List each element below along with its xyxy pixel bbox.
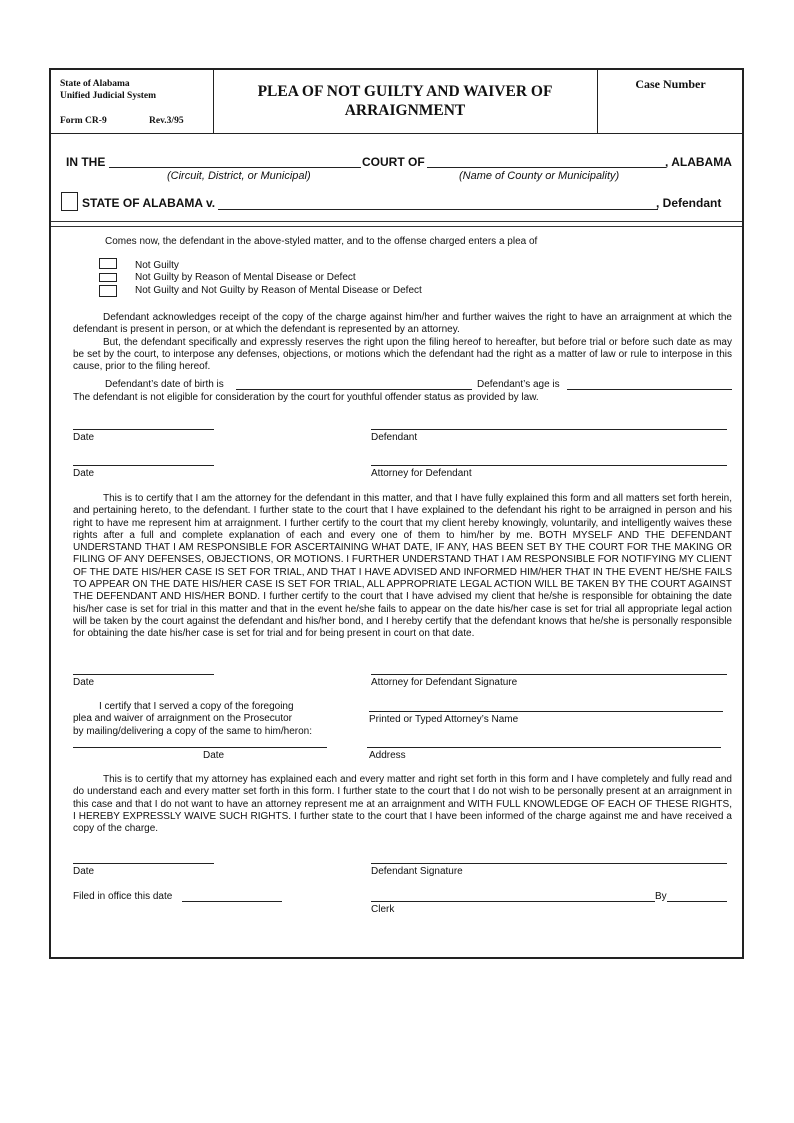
case-number-box[interactable] [597,70,743,133]
attorney-line[interactable] [371,465,727,466]
date-line[interactable] [73,863,214,864]
in-the-label: IN THE [66,155,106,169]
defendant-signature-line[interactable] [371,429,727,430]
attorney-certification [73,493,732,641]
form-header [51,70,742,134]
age-field[interactable] [567,389,732,390]
date-line[interactable] [73,674,214,675]
attorney-label: Attorney for Defendant [371,468,472,479]
defendant-label: Defendant [371,432,418,443]
service-line-1: I certify that I served a copy of the foregoing [99,701,294,712]
attorney-signature-label: Attorney for Defendant Signature [371,677,518,688]
form-title-line-1: PLEA OF NOT GUILTY AND WAIVER OF [257,83,553,100]
case-number-label: Case Number [635,77,706,91]
plea-option: Not Guilty and Not Guilty by Reason of Mental Disease or Defect [135,285,422,296]
agency-line-1: State of Alabama [60,79,130,89]
court-of-label: COURT OF [362,155,425,169]
clerk-signature-line[interactable] [371,901,655,902]
agency-line-2: Unified Judicial System [60,91,157,101]
printed-name-line[interactable] [369,711,723,712]
divider [51,221,742,222]
date-line[interactable] [73,465,214,466]
clerk-label: Clerk [371,904,395,915]
plea-both-checkbox[interactable] [99,285,117,297]
dob-label: Defendant’s date of birth is [105,379,224,390]
divider [51,226,742,227]
court-type-field[interactable] [109,167,361,168]
date-label: Date [73,432,95,443]
plea-option: Not Guilty by Reason of Mental Disease or Defect [135,272,356,283]
service-line-2: plea and waiver of arraignment on the Prosecutor [73,713,293,724]
defendant-certification-text: This is to certify that my attorney has explained each and every matter and right set forth in this form and I have completely and fully read and do understand each and every matter set forth in this form. I further state to the court that I do not wish to be personally present at an arraignment in this case and that I do not want to have an attorney represent me at an arraignment and WITH FULL KNOWLEDGE OF EACH OF THESE RIGHTS, I HEREBY EXPRESSLY WAIVE SUCH RIGHTS. I further state to the court that I have been informed of the charge against me and have received a copy of the charge. [73,774,732,835]
defendant-name-field[interactable] [218,209,658,210]
address-label: Address [369,750,406,761]
address-line[interactable] [367,747,721,748]
date-label: Date [73,677,95,688]
service-line-3: by mailing/delivering a copy of the same to him/heron: [73,726,313,737]
filed-date-field[interactable] [182,901,282,902]
date-line[interactable] [73,429,214,430]
printed-name-label: Printed or Typed Attorney’s Name [369,714,519,725]
attorney-certification-text: This is to certify that I am the attorney for the defendant in this matter, and that I have fully explained this form and all matters set forth herein, and pertaining hereto, to the defendant. I further state to the court that I have explained to the defendant his right to be arraigned in person and his right to have me represent him at arraignment. I further certify to the court that my client hereby knowingly, voluntarily, and intelligently waives these rights after a full and complete explanation of each and every one of them to him/her by me. BOTH MYSELF AND THE DEFENDANT UNDERSTAND THAT I AM RESPONSIBLE FOR ASCERTAINING WHAT DATE, IF ANY, HAS BEEN SET BY THE COURT FOR THE MAKING OR FILING OF ANY DEFENSES, OBJECTIONS, OR MOTIONS. I FURTHER UNDERSTAND THAT I AM RESPONSIBLE FOR NOTIFYING MY CLIENT OF THE DATE HIS/HER CASE IS SET FOR TRIAL, AND THAT I HAVE ADVISED AND INFORMED HIM/HER THAT IN THE EVENT HE/SHE FAILS TO APPEAR ON THE DATE HIS/HER CASE IS SET FOR TRIAL, ALL APPROPRIATE LEGAL ACTION WILL BE TAKEN BY THE COURT AGAINST THE DEFENDANT AND HIS/HER BOND. I further certify to the court that I have advised my client that he/she is responsible for obtaining the date his/her case is set for trial in this matter and that in the event he/she fails to appear on the date his/her case is set for trial all appropriate legal action will be taken by the court against the defendant and his/her bond, and I hereby certify that the defendant knows that he/she is personally responsible for obtaining the date his/her case is set for trial and for being present in court on that date. [73,493,732,640]
date-label: Date [73,468,95,479]
age-label: Defendant’s age is [477,379,560,390]
plea-mental-defect-checkbox[interactable] [99,273,117,282]
service-date-line[interactable] [73,747,327,748]
by-label: By [655,891,667,902]
date-label: Date [73,866,95,877]
county-hint: (Name of County or Municipality) [459,170,620,182]
defendant-signature-line[interactable] [371,863,727,864]
defendant-certification [73,774,732,835]
alabama-label: , ALABAMA [665,155,732,169]
header-agency-box [51,70,214,133]
service-date-label: Date [203,750,225,761]
form-title-line-2: ARRAIGNMENT [344,102,466,119]
court-type-hint: (Circuit, District, or Municipal) [167,170,311,182]
filed-label: Filed in office this date [73,891,173,902]
form-revision: Rev.3/95 [149,116,184,126]
defendant-signature-label: Defendant Signature [371,866,463,877]
youthful-offender-note: The defendant is not eligible for consideration by the court for youthful offender status as provided by law. [73,392,539,403]
attorney-signature-line[interactable] [371,674,727,675]
reservation-paragraph: But, the defendant specifically and expressly reserves the right upon the filing hereof to hereafter, but before trial or before such date as may be set by the court, to interpose any defenses, objections, or motions which the defendant had the right as a matter of law or rule to interpose in this cause, prior to the filing hereof. [73,336,732,373]
dob-field[interactable] [236,389,472,390]
by-field[interactable] [667,901,727,902]
plea-not-guilty-checkbox[interactable] [99,258,117,269]
receipt-paragraph: Defendant acknowledges receipt of the copy of the charge against him/her and further waives the right to have an arraignment at which the defendant is present in person, or at which the defendant is represented by an attorney. [73,312,732,336]
state-checkbox[interactable] [61,192,78,211]
state-vs-label: STATE OF ALABAMA v. [82,196,216,210]
waiver-paragraphs [73,312,732,373]
defendant-label: , Defendant [656,196,722,210]
plea-intro: Comes now, the defendant in the above-styled matter, and to the offense charged enters a plea of [105,236,538,247]
county-field[interactable] [427,167,666,168]
plea-form [49,68,744,959]
form-number: Form CR-9 [60,116,107,126]
plea-option: Not Guilty [135,260,179,271]
